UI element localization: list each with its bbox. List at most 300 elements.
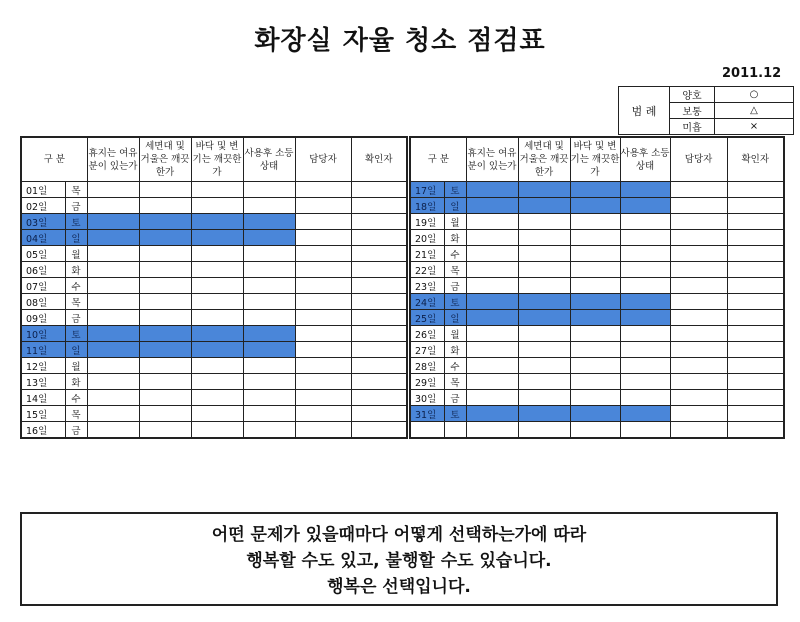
checker-sign-cell[interactable] — [727, 294, 784, 310]
floor-toilet-check-cell[interactable] — [191, 342, 243, 358]
sink-mirror-check-cell[interactable] — [518, 374, 570, 390]
weekday-cell: 금 — [444, 278, 466, 294]
floor-toilet-check-cell[interactable] — [191, 422, 243, 439]
floor-toilet-check-cell[interactable] — [191, 358, 243, 374]
weekday-cell: 화 — [65, 374, 87, 390]
day-cell: 11일 — [21, 342, 65, 358]
checker-sign-cell[interactable] — [727, 198, 784, 214]
toilet-paper-check-cell[interactable] — [466, 278, 518, 294]
sink-mirror-check-cell[interactable] — [139, 246, 191, 262]
checker-sign-cell[interactable] — [351, 406, 407, 422]
floor-toilet-check-cell[interactable] — [570, 246, 620, 262]
checker-sign-cell[interactable] — [727, 246, 784, 262]
checker-sign-cell[interactable] — [351, 278, 407, 294]
weekday-cell: 일 — [444, 310, 466, 326]
table-row — [21, 326, 407, 342]
table-row — [410, 246, 784, 262]
weekday-cell: 금 — [65, 310, 87, 326]
manager-sign-cell[interactable] — [670, 230, 727, 246]
manager-sign-cell[interactable] — [295, 182, 351, 198]
legend-symbol: ○ — [715, 87, 794, 103]
sink-mirror-check-cell[interactable] — [139, 358, 191, 374]
sink-mirror-check-cell[interactable] — [139, 214, 191, 230]
toilet-paper-check-cell[interactable] — [87, 390, 139, 406]
table-row — [21, 374, 407, 390]
toilet-paper-check-cell[interactable] — [466, 182, 518, 198]
checker-sign-cell[interactable] — [351, 198, 407, 214]
floor-toilet-check-cell[interactable] — [191, 182, 243, 198]
table-row — [410, 310, 784, 326]
table-row — [410, 198, 784, 214]
lights-off-check-cell[interactable] — [620, 262, 670, 278]
lights-off-check-cell[interactable] — [243, 310, 295, 326]
toilet-paper-check-cell[interactable] — [466, 294, 518, 310]
lights-off-check-cell[interactable] — [620, 310, 670, 326]
motto-line: 행복할 수도 있고, 불행할 수도 있습니다. — [246, 551, 552, 571]
floor-toilet-check-cell[interactable] — [191, 262, 243, 278]
column-header-floor-toilet: 바닥 및 변기는 깨끗한가 — [191, 137, 243, 182]
sink-mirror-check-cell[interactable] — [518, 326, 570, 342]
manager-sign-cell[interactable] — [670, 310, 727, 326]
toilet-paper-check-cell[interactable] — [87, 326, 139, 342]
toilet-paper-check-cell[interactable] — [87, 422, 139, 439]
checker-sign-cell[interactable] — [727, 262, 784, 278]
sink-mirror-check-cell[interactable] — [518, 278, 570, 294]
checker-sign-cell[interactable] — [351, 230, 407, 246]
day-cell: 28일 — [410, 358, 444, 374]
table-row — [410, 406, 784, 422]
checker-sign-cell[interactable] — [351, 422, 407, 439]
manager-sign-cell[interactable] — [670, 198, 727, 214]
sink-mirror-check-cell[interactable] — [139, 374, 191, 390]
weekday-cell: 수 — [65, 390, 87, 406]
checker-sign-cell[interactable] — [727, 374, 784, 390]
floor-toilet-check-cell[interactable] — [191, 374, 243, 390]
day-cell: 03일 — [21, 214, 65, 230]
table-row — [410, 390, 784, 406]
floor-toilet-check-cell[interactable] — [570, 278, 620, 294]
lights-off-check-cell[interactable] — [620, 374, 670, 390]
table-row — [21, 310, 407, 326]
weekday-cell: 수 — [444, 246, 466, 262]
legend-label: 보통 — [670, 103, 715, 119]
sink-mirror-check-cell[interactable] — [518, 390, 570, 406]
manager-sign-cell[interactable] — [295, 422, 351, 439]
manager-sign-cell[interactable] — [295, 310, 351, 326]
manager-sign-cell[interactable] — [295, 294, 351, 310]
lights-off-check-cell[interactable] — [243, 198, 295, 214]
toilet-paper-check-cell[interactable] — [87, 278, 139, 294]
manager-sign-cell[interactable] — [670, 262, 727, 278]
lights-off-check-cell[interactable] — [620, 294, 670, 310]
checker-sign-cell[interactable] — [351, 214, 407, 230]
checker-sign-cell[interactable] — [351, 342, 407, 358]
sink-mirror-check-cell[interactable] — [139, 198, 191, 214]
column-header-checker: 확인자 — [727, 137, 784, 182]
day-cell: 09일 — [21, 310, 65, 326]
day-cell: 08일 — [21, 294, 65, 310]
lights-off-check-cell[interactable] — [243, 374, 295, 390]
lights-off-check-cell[interactable] — [243, 230, 295, 246]
toilet-paper-check-cell[interactable] — [466, 358, 518, 374]
sink-mirror-check-cell[interactable] — [139, 294, 191, 310]
day-cell: 18일 — [410, 198, 444, 214]
toilet-paper-check-cell[interactable] — [466, 214, 518, 230]
lights-off-check-cell[interactable] — [620, 406, 670, 422]
weekday-cell: 화 — [444, 230, 466, 246]
checker-sign-cell[interactable] — [351, 294, 407, 310]
day-cell: 31일 — [410, 406, 444, 422]
table-row — [410, 262, 784, 278]
weekday-cell: 토 — [444, 294, 466, 310]
lights-off-check-cell[interactable] — [620, 246, 670, 262]
lights-off-check-cell[interactable] — [243, 262, 295, 278]
day-cell: 17일 — [410, 182, 444, 198]
manager-sign-cell[interactable] — [295, 374, 351, 390]
weekday-cell: 토 — [65, 326, 87, 342]
day-cell: 25일 — [410, 310, 444, 326]
toilet-paper-check-cell[interactable] — [87, 214, 139, 230]
toilet-paper-check-cell[interactable] — [87, 310, 139, 326]
day-cell: 22일 — [410, 262, 444, 278]
floor-toilet-check-cell[interactable] — [570, 406, 620, 422]
checker-sign-cell[interactable] — [727, 406, 784, 422]
legend-symbol: △ — [715, 103, 794, 119]
toilet-paper-check-cell[interactable] — [87, 342, 139, 358]
floor-toilet-check-cell[interactable] — [191, 294, 243, 310]
table-row — [410, 278, 784, 294]
lights-off-check-cell[interactable] — [243, 406, 295, 422]
sink-mirror-check-cell[interactable] — [518, 342, 570, 358]
table-row — [21, 390, 407, 406]
checker-sign-cell[interactable] — [351, 310, 407, 326]
weekday-cell — [444, 422, 466, 439]
sink-mirror-check-cell[interactable] — [139, 310, 191, 326]
checker-sign-cell[interactable] — [351, 326, 407, 342]
toilet-paper-check-cell[interactable] — [87, 262, 139, 278]
toilet-paper-check-cell[interactable] — [466, 310, 518, 326]
toilet-paper-check-cell[interactable] — [466, 230, 518, 246]
toilet-paper-check-cell[interactable] — [466, 374, 518, 390]
floor-toilet-check-cell[interactable] — [570, 182, 620, 198]
toilet-paper-check-cell[interactable] — [466, 198, 518, 214]
floor-toilet-check-cell[interactable] — [570, 342, 620, 358]
checker-sign-cell[interactable] — [727, 342, 784, 358]
toilet-paper-check-cell[interactable] — [87, 358, 139, 374]
manager-sign-cell[interactable] — [295, 230, 351, 246]
legend-label: 양호 — [670, 87, 715, 103]
floor-toilet-check-cell[interactable] — [191, 406, 243, 422]
lights-off-check-cell[interactable] — [620, 358, 670, 374]
day-cell: 24일 — [410, 294, 444, 310]
lights-off-check-cell[interactable] — [243, 214, 295, 230]
lights-off-check-cell[interactable] — [620, 230, 670, 246]
day-cell: 07일 — [21, 278, 65, 294]
checker-sign-cell[interactable] — [351, 262, 407, 278]
checker-sign-cell[interactable] — [727, 182, 784, 198]
toilet-paper-check-cell[interactable] — [466, 390, 518, 406]
weekday-cell: 월 — [65, 246, 87, 262]
manager-sign-cell[interactable] — [295, 246, 351, 262]
table-row — [21, 406, 407, 422]
manager-sign-cell[interactable] — [670, 374, 727, 390]
floor-toilet-check-cell[interactable] — [570, 326, 620, 342]
sink-mirror-check-cell[interactable] — [518, 422, 570, 439]
checker-sign-cell[interactable] — [727, 230, 784, 246]
column-header-sink-mirror: 세면대 및 거울은 깨끗한가 — [139, 137, 191, 182]
column-header-toilet-paper: 휴지는 여유분이 있는가 — [466, 137, 518, 182]
column-header-sink-mirror: 세면대 및 거울은 깨끗한가 — [518, 137, 570, 182]
lights-off-check-cell[interactable] — [620, 422, 670, 439]
checker-sign-cell[interactable] — [727, 422, 784, 439]
lights-off-check-cell[interactable] — [620, 326, 670, 342]
weekday-cell: 월 — [444, 326, 466, 342]
day-cell: 15일 — [21, 406, 65, 422]
checker-sign-cell[interactable] — [727, 310, 784, 326]
column-header-manager: 담당자 — [670, 137, 727, 182]
day-cell: 10일 — [21, 326, 65, 342]
day-cell: 12일 — [21, 358, 65, 374]
sink-mirror-check-cell[interactable] — [139, 422, 191, 439]
checker-sign-cell[interactable] — [351, 390, 407, 406]
toilet-paper-check-cell[interactable] — [87, 294, 139, 310]
manager-sign-cell[interactable] — [670, 390, 727, 406]
weekday-cell: 목 — [444, 262, 466, 278]
floor-toilet-check-cell[interactable] — [191, 198, 243, 214]
lights-off-check-cell[interactable] — [243, 326, 295, 342]
weekday-cell: 목 — [65, 406, 87, 422]
lights-off-check-cell[interactable] — [243, 358, 295, 374]
manager-sign-cell[interactable] — [295, 406, 351, 422]
sink-mirror-check-cell[interactable] — [139, 262, 191, 278]
weekday-cell: 목 — [65, 294, 87, 310]
weekday-cell: 목 — [65, 182, 87, 198]
day-cell: 23일 — [410, 278, 444, 294]
floor-toilet-check-cell[interactable] — [570, 390, 620, 406]
checklist-table-left — [20, 136, 408, 439]
lights-off-check-cell[interactable] — [620, 278, 670, 294]
toilet-paper-check-cell[interactable] — [87, 230, 139, 246]
checker-sign-cell[interactable] — [351, 374, 407, 390]
toilet-paper-check-cell[interactable] — [87, 406, 139, 422]
manager-sign-cell[interactable] — [670, 422, 727, 439]
column-header-manager: 담당자 — [295, 137, 351, 182]
lights-off-check-cell[interactable] — [620, 342, 670, 358]
toilet-paper-check-cell[interactable] — [87, 182, 139, 198]
floor-toilet-check-cell[interactable] — [191, 326, 243, 342]
manager-sign-cell[interactable] — [295, 262, 351, 278]
manager-sign-cell[interactable] — [295, 358, 351, 374]
lights-off-check-cell[interactable] — [620, 214, 670, 230]
floor-toilet-check-cell[interactable] — [570, 358, 620, 374]
table-row — [410, 374, 784, 390]
sink-mirror-check-cell[interactable] — [518, 182, 570, 198]
lights-off-check-cell[interactable] — [620, 390, 670, 406]
day-cell: 14일 — [21, 390, 65, 406]
toilet-paper-check-cell[interactable] — [466, 262, 518, 278]
manager-sign-cell[interactable] — [295, 278, 351, 294]
table-row — [21, 230, 407, 246]
checker-sign-cell[interactable] — [727, 326, 784, 342]
checker-sign-cell[interactable] — [727, 390, 784, 406]
manager-sign-cell[interactable] — [670, 214, 727, 230]
checker-sign-cell[interactable] — [727, 278, 784, 294]
floor-toilet-check-cell[interactable] — [191, 214, 243, 230]
sink-mirror-check-cell[interactable] — [518, 310, 570, 326]
manager-sign-cell[interactable] — [295, 326, 351, 342]
toilet-paper-check-cell[interactable] — [466, 342, 518, 358]
motto-box — [20, 512, 778, 606]
checker-sign-cell[interactable] — [727, 214, 784, 230]
sink-mirror-check-cell[interactable] — [518, 246, 570, 262]
table-row — [21, 342, 407, 358]
table-row — [21, 278, 407, 294]
toilet-paper-check-cell[interactable] — [466, 326, 518, 342]
day-cell: 04일 — [21, 230, 65, 246]
lights-off-check-cell[interactable] — [243, 342, 295, 358]
floor-toilet-check-cell[interactable] — [570, 374, 620, 390]
lights-off-check-cell[interactable] — [620, 182, 670, 198]
weekday-cell: 일 — [65, 342, 87, 358]
checker-sign-cell[interactable] — [351, 358, 407, 374]
manager-sign-cell[interactable] — [670, 246, 727, 262]
floor-toilet-check-cell[interactable] — [191, 230, 243, 246]
day-cell — [410, 422, 444, 439]
lights-off-check-cell[interactable] — [620, 198, 670, 214]
sink-mirror-check-cell[interactable] — [139, 406, 191, 422]
toilet-paper-check-cell[interactable] — [466, 422, 518, 439]
weekday-cell: 토 — [444, 182, 466, 198]
table-row — [21, 358, 407, 374]
day-cell: 26일 — [410, 326, 444, 342]
lights-off-check-cell[interactable] — [243, 246, 295, 262]
table-row — [21, 294, 407, 310]
toilet-paper-check-cell[interactable] — [466, 406, 518, 422]
floor-toilet-check-cell[interactable] — [570, 294, 620, 310]
lights-off-check-cell[interactable] — [243, 422, 295, 439]
day-cell: 06일 — [21, 262, 65, 278]
sink-mirror-check-cell[interactable] — [518, 262, 570, 278]
weekday-cell: 월 — [444, 214, 466, 230]
table-row — [410, 294, 784, 310]
floor-toilet-check-cell[interactable] — [570, 310, 620, 326]
floor-toilet-check-cell[interactable] — [570, 230, 620, 246]
table-row — [410, 358, 784, 374]
lights-off-check-cell[interactable] — [243, 278, 295, 294]
toilet-paper-check-cell[interactable] — [87, 198, 139, 214]
manager-sign-cell[interactable] — [670, 326, 727, 342]
day-cell: 21일 — [410, 246, 444, 262]
floor-toilet-check-cell[interactable] — [191, 310, 243, 326]
table-row — [410, 326, 784, 342]
checker-sign-cell[interactable] — [351, 182, 407, 198]
sink-mirror-check-cell[interactable] — [139, 342, 191, 358]
floor-toilet-check-cell[interactable] — [191, 246, 243, 262]
manager-sign-cell[interactable] — [670, 182, 727, 198]
table-row — [410, 342, 784, 358]
manager-sign-cell[interactable] — [670, 406, 727, 422]
column-header-checker: 확인자 — [351, 137, 407, 182]
checker-sign-cell[interactable] — [351, 246, 407, 262]
floor-toilet-check-cell[interactable] — [570, 214, 620, 230]
page-title: 화장실 자율 청소 점검표 — [254, 26, 546, 56]
column-header-floor-toilet: 바닥 및 변기는 깨끗한가 — [570, 137, 620, 182]
day-cell: 13일 — [21, 374, 65, 390]
manager-sign-cell[interactable] — [670, 358, 727, 374]
weekday-cell: 월 — [65, 358, 87, 374]
table-row — [410, 182, 784, 198]
weekday-cell: 수 — [65, 278, 87, 294]
floor-toilet-check-cell[interactable] — [191, 278, 243, 294]
lights-off-check-cell[interactable] — [243, 294, 295, 310]
lights-off-check-cell[interactable] — [243, 182, 295, 198]
day-cell: 19일 — [410, 214, 444, 230]
sink-mirror-check-cell[interactable] — [518, 406, 570, 422]
sink-mirror-check-cell[interactable] — [139, 390, 191, 406]
weekday-cell: 금 — [65, 422, 87, 439]
legend-label: 미흡 — [670, 119, 715, 135]
manager-sign-cell[interactable] — [295, 198, 351, 214]
manager-sign-cell[interactable] — [670, 294, 727, 310]
column-header-lights-off: 사용후 소등상태 — [243, 137, 295, 182]
sink-mirror-check-cell[interactable] — [518, 214, 570, 230]
floor-toilet-check-cell[interactable] — [570, 422, 620, 439]
manager-sign-cell[interactable] — [295, 390, 351, 406]
table-row — [21, 246, 407, 262]
table-row — [21, 262, 407, 278]
day-cell: 01일 — [21, 182, 65, 198]
motto-line: 어떤 문제가 있을때마다 어떻게 선택하는가에 따라 — [211, 525, 587, 545]
sink-mirror-check-cell[interactable] — [139, 278, 191, 294]
weekday-cell: 금 — [65, 198, 87, 214]
day-cell: 02일 — [21, 198, 65, 214]
legend-symbol: × — [715, 119, 794, 135]
floor-toilet-check-cell[interactable] — [570, 198, 620, 214]
sink-mirror-check-cell[interactable] — [518, 358, 570, 374]
table-row — [410, 230, 784, 246]
day-cell: 05일 — [21, 246, 65, 262]
floor-toilet-check-cell[interactable] — [191, 390, 243, 406]
column-header-toilet-paper: 휴지는 여유분이 있는가 — [87, 137, 139, 182]
manager-sign-cell[interactable] — [670, 278, 727, 294]
sink-mirror-check-cell[interactable] — [139, 182, 191, 198]
manager-sign-cell[interactable] — [670, 342, 727, 358]
weekday-cell: 목 — [444, 374, 466, 390]
sink-mirror-check-cell[interactable] — [139, 326, 191, 342]
table-row — [21, 214, 407, 230]
column-header-lights-off: 사용후 소등상태 — [620, 137, 670, 182]
manager-sign-cell[interactable] — [295, 214, 351, 230]
legend-table — [618, 86, 794, 135]
toilet-paper-check-cell[interactable] — [466, 246, 518, 262]
manager-sign-cell[interactable] — [295, 342, 351, 358]
toilet-paper-check-cell[interactable] — [87, 374, 139, 390]
table-row — [21, 182, 407, 198]
sink-mirror-check-cell[interactable] — [518, 198, 570, 214]
sink-mirror-check-cell[interactable] — [518, 294, 570, 310]
day-cell: 16일 — [21, 422, 65, 439]
lights-off-check-cell[interactable] — [243, 390, 295, 406]
table-row — [21, 198, 407, 214]
sink-mirror-check-cell[interactable] — [139, 230, 191, 246]
floor-toilet-check-cell[interactable] — [570, 262, 620, 278]
toilet-paper-check-cell[interactable] — [87, 246, 139, 262]
date-label: 2011.12 — [722, 66, 782, 81]
motto-line: 행복은 선택입니다. — [327, 577, 471, 597]
legend-header: 범 례 — [619, 87, 670, 135]
checker-sign-cell[interactable] — [727, 358, 784, 374]
sink-mirror-check-cell[interactable] — [518, 230, 570, 246]
